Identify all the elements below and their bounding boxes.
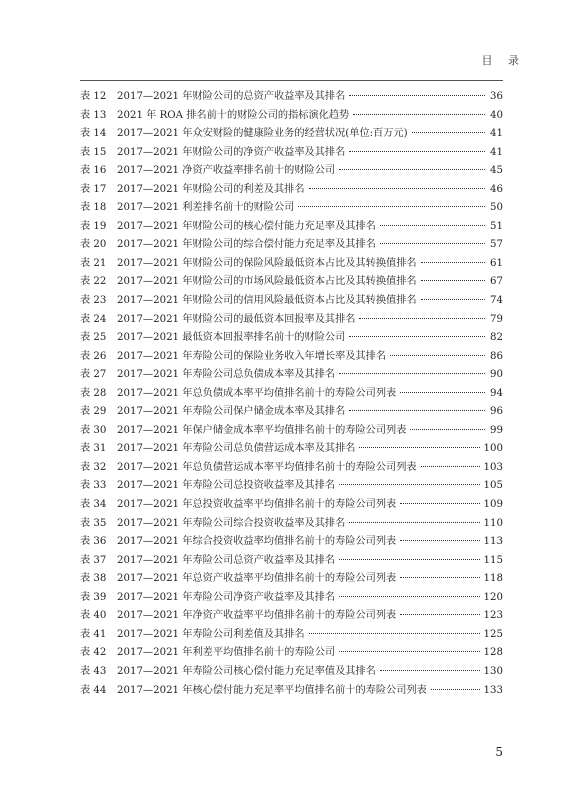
toc-table-number: 表 32 — [80, 461, 107, 473]
toc-entry[interactable] — [80, 218, 503, 237]
dot-leader — [421, 280, 485, 281]
toc-entry-title: 2017—2021 年利差平均值排名前十的寿险公司 — [117, 647, 336, 659]
toc-entry[interactable] — [80, 626, 503, 645]
toc-page-number: 120 — [483, 591, 503, 603]
toc-entry-title: 2017—2021 年总资产收益率平均值排名前十的寿险公司列表 — [117, 573, 397, 585]
toc-entry-title: 2017—2021 年财险公司的利差及其排名 — [117, 183, 305, 195]
toc-table-number: 表 33 — [80, 480, 107, 492]
toc-entry-title: 2017—2021 年总负债成本率平均值排名前十的寿险公司列表 — [117, 387, 397, 399]
toc-page-number: 51 — [490, 220, 503, 232]
toc-table-number: 表 37 — [80, 554, 107, 566]
toc-entry-title: 2017—2021 年核心偿付能力充足率平均值排名前十的寿险公司列表 — [117, 684, 427, 696]
toc-entry[interactable] — [80, 552, 503, 571]
toc-page-number: 105 — [483, 480, 503, 492]
toc-page-number: 99 — [490, 424, 503, 436]
toc-page-number: 45 — [490, 165, 503, 177]
toc-page-number: 57 — [490, 239, 503, 251]
toc-page-number: 130 — [483, 665, 503, 677]
dot-leader — [339, 169, 485, 170]
toc-entry-title: 2017—2021 年财险公司的市场风险最低资本占比及其转换值排名 — [117, 276, 417, 288]
dot-leader — [349, 410, 485, 411]
toc-page-number: 67 — [490, 276, 503, 288]
toc-entry-title: 2017—2021 年寿险公司的保险业务收入年增长率及其排名 — [117, 350, 387, 362]
toc-page-number: 40 — [490, 109, 503, 121]
toc-entry[interactable] — [80, 199, 503, 218]
toc-entry-title: 2017—2021 年保户储金成本率平均值排名前十的寿险公司列表 — [117, 424, 407, 436]
dot-leader — [390, 355, 485, 356]
toc-entry-title: 2017—2021 年财险公司的保险风险最低资本占比及其转换值排名 — [117, 257, 417, 269]
toc-entry[interactable] — [80, 348, 503, 367]
toc-table-number: 表 42 — [80, 647, 107, 659]
toc-table-number: 表 20 — [80, 239, 107, 251]
toc-entry[interactable] — [80, 422, 503, 441]
toc-entry[interactable] — [80, 403, 503, 422]
toc-entry[interactable] — [80, 292, 503, 311]
toc-entry-title: 2017—2021 年寿险公司核心偿付能力充足率值及其排名 — [117, 665, 376, 677]
toc-entry-title: 2017—2021 年财险公司的最低资本回报率及其排名 — [117, 313, 356, 325]
toc-table-number: 表 27 — [80, 369, 107, 381]
header-rule — [80, 80, 503, 81]
toc-entry-title: 2017—2021 年财险公司的综合偿付能力充足率及其排名 — [117, 239, 376, 251]
toc-table-number: 表 26 — [80, 350, 107, 362]
toc-entry-title: 2017—2021 年寿险公司总负债成本率及其排名 — [117, 369, 336, 381]
dot-leader — [298, 206, 485, 207]
toc-table-number: 表 17 — [80, 183, 107, 195]
dot-leader — [309, 188, 485, 189]
toc-table-number: 表 18 — [80, 202, 107, 214]
dot-leader — [349, 95, 485, 96]
toc-entry-title: 2021 年 ROA 排名前十的财险公司的指标演化趋势 — [117, 109, 350, 121]
toc-table-number: 表 16 — [80, 165, 107, 177]
toc-page-number: 103 — [483, 461, 503, 473]
toc-entry-title: 2017—2021 年总负债营运成本率平均值排名前十的寿险公司列表 — [117, 461, 417, 473]
toc-entry-title: 2017—2021 净资产收益率排名前十的财险公司 — [117, 165, 336, 177]
toc-entry[interactable] — [80, 459, 503, 478]
dot-leader — [353, 114, 485, 115]
toc-page-number: 90 — [490, 369, 503, 381]
toc-entry-title: 2017—2021 年财险公司的净资产收益率及其排名 — [117, 146, 346, 158]
toc-page-number: 86 — [490, 350, 503, 362]
toc-page-number: 123 — [483, 610, 503, 622]
toc-table-number: 表 40 — [80, 610, 107, 622]
dot-leader — [349, 151, 485, 152]
running-header-title: 目 录 — [481, 54, 525, 67]
toc-entry-title: 2017—2021 年综合投资收益率均值排名前十的寿险公司列表 — [117, 536, 397, 548]
dot-leader — [400, 577, 479, 578]
dot-leader — [400, 392, 485, 393]
toc-table-number: 表 34 — [80, 499, 107, 511]
toc-page-number: 113 — [483, 536, 503, 548]
toc-table-number: 表 30 — [80, 424, 107, 436]
toc-entry[interactable] — [80, 255, 503, 274]
dot-leader — [412, 132, 485, 133]
toc-entry[interactable] — [80, 385, 503, 404]
toc-page-number: 115 — [483, 554, 503, 566]
toc-page-number: 118 — [483, 573, 503, 585]
dot-leader — [339, 596, 479, 597]
dot-leader — [339, 651, 479, 652]
dot-leader — [410, 429, 485, 430]
toc-table-number: 表 28 — [80, 387, 107, 399]
toc-entry-title: 2017—2021 年寿险公司综合投资收益率及其排名 — [117, 517, 346, 529]
toc-entry[interactable] — [80, 125, 503, 144]
toc-table-number: 表 21 — [80, 257, 107, 269]
toc-entry-title: 2017—2021 年寿险公司总资产收益率及其排名 — [117, 554, 336, 566]
toc-entry[interactable] — [80, 311, 503, 330]
toc-entry-title: 2017—2021 利差排名前十的财险公司 — [117, 202, 295, 214]
toc-entry[interactable] — [80, 88, 503, 107]
toc-table-number: 表 31 — [80, 443, 107, 455]
toc-page-number: 128 — [483, 647, 503, 659]
toc-table-number: 表 24 — [80, 313, 107, 325]
dot-leader — [380, 225, 485, 226]
toc-entry-title: 2017—2021 年净资产收益率平均值排名前十的寿险公司列表 — [117, 610, 397, 622]
dot-leader — [421, 466, 480, 467]
toc-table-number: 表 13 — [80, 109, 107, 121]
toc-entry[interactable] — [80, 162, 503, 181]
toc-table-number: 表 12 — [80, 91, 107, 102]
dot-leader — [380, 243, 485, 244]
toc-entry[interactable] — [80, 236, 503, 255]
toc-table-number: 表 29 — [80, 406, 107, 418]
toc-entry[interactable] — [80, 329, 503, 348]
toc-table-number: 表 39 — [80, 591, 107, 603]
toc-page-number: 79 — [490, 313, 503, 325]
toc-table-number: 表 25 — [80, 332, 107, 344]
toc-table-number: 表 38 — [80, 573, 107, 585]
table-of-contents-list — [80, 88, 503, 700]
toc-table-number: 表 15 — [80, 146, 107, 158]
toc-entry[interactable] — [80, 366, 503, 385]
toc-entry[interactable] — [80, 663, 503, 682]
dot-leader — [339, 559, 479, 560]
toc-entry-title: 2017—2021 年寿险公司保户储金成本率及其排名 — [117, 406, 346, 418]
toc-entry[interactable] — [80, 107, 503, 126]
toc-entry-title: 2017—2021 年总投资收益率平均值排名前十的寿险公司列表 — [117, 499, 397, 511]
toc-entry[interactable] — [80, 644, 503, 663]
dot-leader — [309, 633, 480, 634]
toc-entry-title: 2017—2021 年寿险公司总负债营运成本率及其排名 — [117, 443, 356, 455]
dot-leader — [400, 503, 479, 504]
toc-entry-title: 2017—2021 年寿险公司利差值及其排名 — [117, 628, 305, 640]
dot-leader — [380, 670, 480, 671]
toc-entry[interactable] — [80, 477, 503, 496]
toc-table-number: 表 23 — [80, 295, 107, 307]
dot-leader — [400, 540, 479, 541]
toc-page-number: 82 — [490, 332, 503, 344]
toc-page-number: 94 — [490, 387, 503, 399]
toc-table-number: 表 43 — [80, 665, 107, 677]
toc-page-number: 74 — [490, 295, 503, 307]
toc-entry[interactable] — [80, 570, 503, 589]
toc-entry[interactable] — [80, 682, 503, 701]
toc-entry[interactable] — [80, 533, 503, 552]
dot-leader — [421, 299, 485, 300]
toc-page-number: 46 — [490, 183, 503, 195]
dot-leader — [400, 614, 479, 615]
toc-page-number: 36 — [490, 91, 503, 102]
toc-table-number: 表 44 — [80, 684, 107, 696]
dot-leader — [339, 373, 485, 374]
dot-leader — [349, 522, 479, 523]
dot-leader — [421, 262, 485, 263]
toc-page-number: 61 — [490, 257, 503, 269]
toc-entry[interactable] — [80, 589, 503, 608]
dot-leader — [359, 447, 479, 448]
toc-entry-title: 2017—2021 最低资本回报率排名前十的财险公司 — [117, 332, 346, 344]
toc-table-number: 表 14 — [80, 128, 107, 140]
page-number: 5 — [495, 745, 503, 759]
toc-entry-title: 2017—2021 年寿险公司总投资收益率及其排名 — [117, 480, 336, 492]
toc-page-number: 96 — [490, 406, 503, 418]
toc-entry-title: 2017—2021 年众安财险的健康险业务的经营状况(单位:百万元) — [117, 128, 408, 140]
dot-leader — [349, 336, 485, 337]
toc-entry[interactable] — [80, 144, 503, 163]
toc-page-number: 110 — [483, 517, 503, 529]
toc-page-number: 100 — [483, 443, 503, 455]
toc-page-number: 41 — [490, 146, 503, 158]
toc-entry[interactable] — [80, 515, 503, 534]
toc-page-number: 125 — [483, 628, 503, 640]
toc-entry-title: 2017—2021 年财险公司的总资产收益率及其排名 — [117, 91, 346, 102]
dot-leader — [339, 484, 479, 485]
toc-table-number: 表 19 — [80, 220, 107, 232]
toc-page-number: 41 — [490, 128, 503, 140]
toc-entry[interactable] — [80, 607, 503, 626]
toc-table-number: 表 35 — [80, 517, 107, 529]
dot-leader — [431, 689, 480, 690]
toc-page-number: 109 — [483, 499, 503, 511]
toc-entry-title: 2017—2021 年财险公司的核心偿付能力充足率及其排名 — [117, 220, 376, 232]
toc-table-number: 表 22 — [80, 276, 107, 288]
toc-page-number: 50 — [490, 202, 503, 214]
toc-entry[interactable] — [80, 440, 503, 459]
toc-table-number: 表 41 — [80, 628, 107, 640]
toc-entry[interactable] — [80, 496, 503, 515]
dot-leader — [359, 318, 485, 319]
toc-entry[interactable] — [80, 273, 503, 292]
toc-entry-title: 2017—2021 年财险公司的信用风险最低资本占比及其转换值排名 — [117, 295, 417, 307]
toc-entry[interactable] — [80, 181, 503, 200]
toc-table-number: 表 36 — [80, 536, 107, 548]
toc-entry-title: 2017—2021 年寿险公司净资产收益率及其排名 — [117, 591, 336, 603]
toc-page-number: 133 — [483, 684, 503, 696]
